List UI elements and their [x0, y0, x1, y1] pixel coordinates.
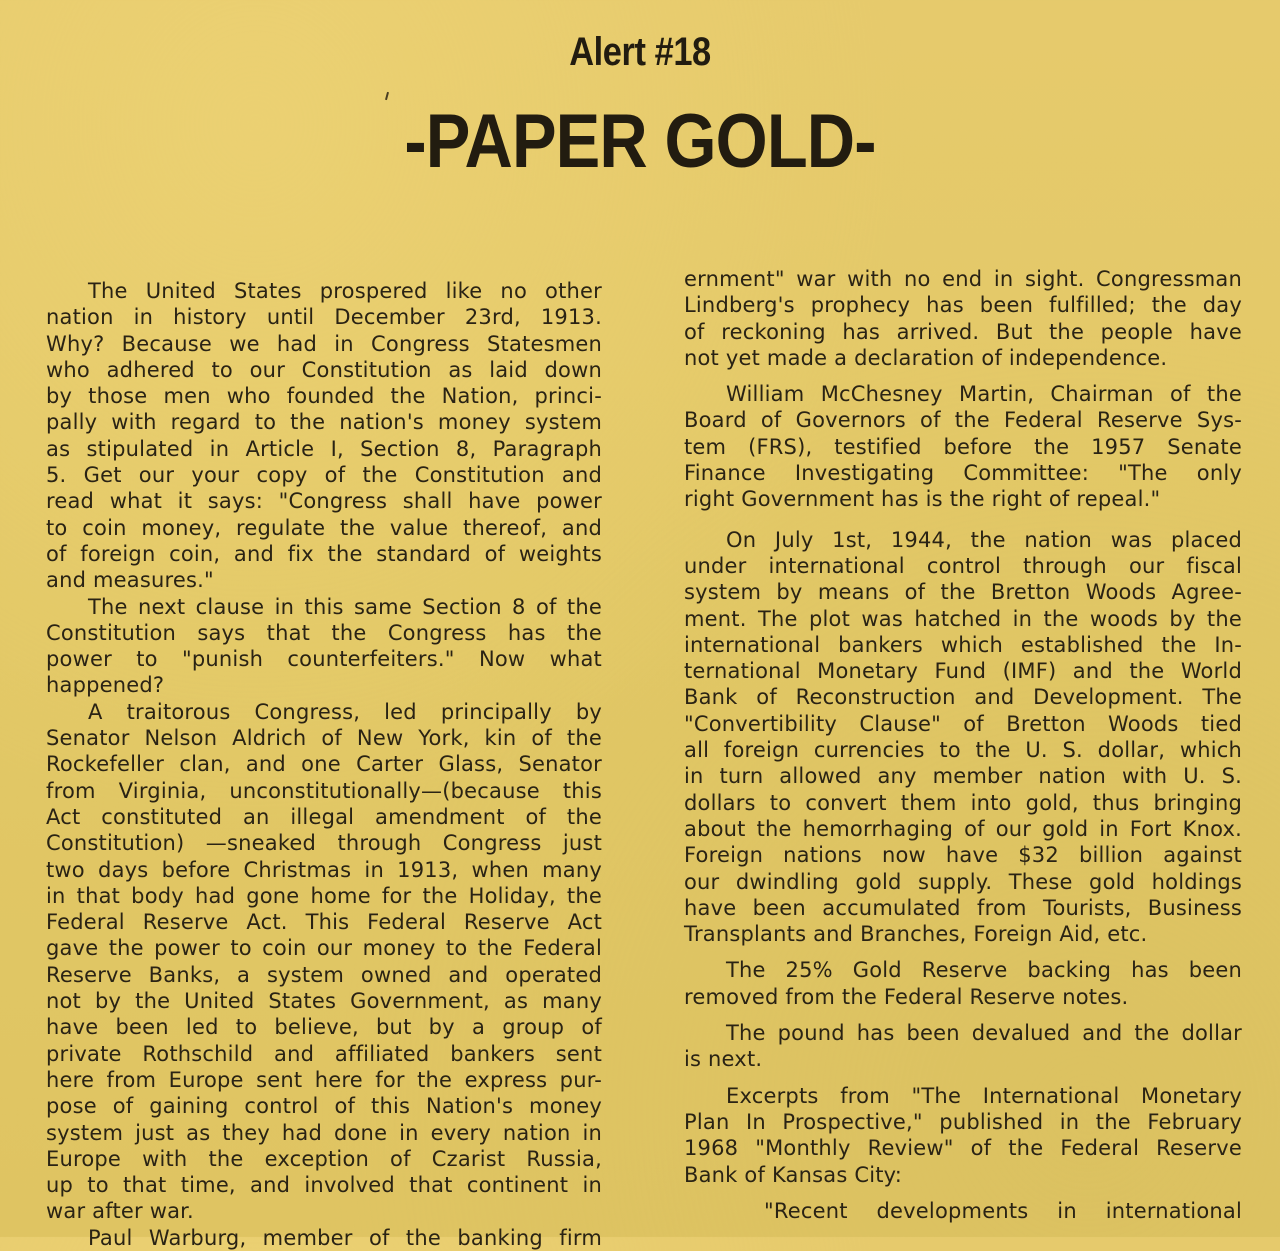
text-line: Paul Warburg, member of the banking firm	[88, 1225, 602, 1250]
paragraph-pound-devalued	[684, 1020, 1242, 1073]
text-line: Act constituted an illegal amendment of the	[46, 804, 602, 829]
text-line: removed from the Federal Reserve notes.	[684, 984, 1129, 1009]
text-line: have been accumulated from Tourists, Business	[684, 895, 1242, 920]
text-line: "Convertibility Clause" of Bretton Woods tied	[684, 711, 1242, 736]
text-line: Federal Reserve Act. This Federal Reserve Act	[46, 910, 602, 935]
text-line: of foreign coin, and fix the standard of weights	[46, 541, 602, 566]
text-line: not yet made a declaration of independence.	[684, 345, 1168, 370]
left-column	[46, 278, 602, 1251]
text-line: A traitorous Congress, led principally by	[88, 699, 602, 724]
paragraph-traitorous-congress	[46, 699, 602, 1225]
text-line: Bank of Reconstruction and Development. The	[684, 685, 1242, 710]
text-line: tem (FRS), testified before the 1957 Senate	[684, 434, 1242, 459]
text-line: of reckoning has arrived. But the people have	[684, 319, 1242, 344]
text-line: Why? Because we had in Congress Statesmen	[46, 331, 602, 356]
paragraph-next-clause	[46, 594, 602, 699]
text-line: war after war.	[46, 1199, 194, 1224]
text-line: gave the power to coin our money to the Federal	[46, 936, 602, 961]
text-line: Board of Governors of the Federal Reserve Sys-	[684, 408, 1242, 433]
text-line: in that body had gone home for the Holiday, the	[46, 883, 602, 908]
text-line: "Recent developments in international	[764, 1198, 1242, 1223]
text-line: is next.	[684, 1047, 763, 1072]
text-line: On July 1st, 1944, the nation was placed	[726, 527, 1242, 552]
text-line: Excerpts from "The International Monetary	[726, 1083, 1242, 1108]
text-line: our dwindling gold supply. These gold holdings	[684, 869, 1242, 894]
text-line: The pound has been devalued and the dollar	[726, 1021, 1242, 1046]
text-line: Transplants and Branches, Foreign Aid, etc.	[684, 922, 1148, 947]
text-line: Senator Nelson Aldrich of New York, kin of the	[46, 726, 602, 751]
text-line: international bankers which established the In-	[684, 632, 1242, 657]
text-line: ernment" war with no end in sight. Congressman	[684, 267, 1242, 291]
text-line: The next clause in this same Section 8 of the	[88, 594, 602, 619]
text-line: William McChesney Martin, Chairman of the	[726, 382, 1242, 407]
text-line: right Government has is the right of repeal."	[684, 487, 1161, 512]
text-line: The United States prospered like no other	[88, 279, 602, 303]
paragraph-lindberg-prophecy	[684, 266, 1242, 371]
text-line: power to "punish counterfeiters." Now what	[46, 647, 602, 672]
text-line: Constitution says that the Congress has the	[46, 620, 602, 645]
text-line: pose of gaining control of this Nation's money	[46, 1094, 602, 1119]
paragraph-excerpts	[684, 1083, 1242, 1188]
text-line: 5. Get our your copy of the Constitution and	[46, 463, 602, 488]
alert-number-heading: Alert #18	[569, 30, 711, 74]
text-line: up to that time, and involved that continent in	[46, 1173, 602, 1198]
text-line: Constitution) —sneaked through Congress just	[46, 831, 602, 856]
paragraph-gold-reserve	[684, 957, 1242, 1010]
text-line: read what it says: "Congress shall have power	[46, 489, 602, 514]
text-line: not by the United States Government, as many	[46, 989, 602, 1014]
paragraph-quote-start	[684, 1198, 1242, 1224]
text-line: happened?	[46, 673, 165, 698]
right-column	[684, 266, 1242, 1224]
text-line: system by means of the Bretton Woods Agree-	[684, 580, 1242, 605]
text-line: Plan In Prospective," published in the February	[684, 1109, 1242, 1134]
text-line: under international control through our fiscal	[684, 553, 1242, 578]
text-line: two days before Christmas in 1913, when many	[46, 857, 602, 882]
text-line: as stipulated in Article I, Section 8, Paragraph	[46, 436, 602, 461]
text-line: about the hemorrhaging of our gold in Fort Knox.	[684, 816, 1242, 841]
text-line: and measures."	[46, 568, 214, 593]
text-line: system just as they had done in every nation in	[46, 1120, 602, 1145]
text-line: all foreign currencies to the U. S. dollar, which	[684, 738, 1242, 763]
text-line: pally with regard to the nation's money system	[46, 410, 602, 435]
text-line: Foreign nations now have $32 billion against	[684, 843, 1242, 868]
text-line: by those men who founded the Nation, princi-	[46, 384, 602, 409]
text-line: to coin money, regulate the value thereof, and	[46, 515, 602, 540]
text-line: private Rothschild and affiliated bankers sent	[46, 1041, 602, 1066]
text-line: dollars to convert them into gold, thus bringing	[684, 790, 1242, 815]
paragraph-paul-warburg	[46, 1225, 602, 1251]
text-line: Lindberg's prophecy has been fulfilled; the day	[684, 293, 1242, 318]
paragraph-prosperity	[46, 278, 602, 594]
text-line: nation in history until December 23rd, 1913.	[46, 305, 602, 330]
text-line: in turn allowed any member nation with U. S.	[684, 764, 1242, 789]
text-line: Bank of Kansas City:	[684, 1162, 903, 1187]
text-line: Reserve Banks, a system owned and operated	[46, 962, 602, 987]
text-line: 1968 "Monthly Review" of the Federal Reserve	[684, 1136, 1242, 1161]
text-line: here from Europe sent here for the express pur-	[46, 1067, 602, 1092]
text-line: who adhered to our Constitution as laid down	[46, 357, 602, 382]
text-line: ment. The plot was hatched in the woods by the	[684, 606, 1242, 631]
text-line: from Virginia, unconstitutionally—(because this	[46, 778, 602, 803]
document-title: -PAPER GOLD-	[404, 99, 876, 184]
ink-speck	[385, 92, 389, 100]
paragraph-mcchesney-martin	[684, 381, 1242, 512]
paragraph-bretton-woods	[684, 527, 1242, 948]
text-line: The 25% Gold Reserve backing has been	[726, 958, 1242, 983]
text-line: have been led to believe, but by a group of	[46, 1015, 602, 1040]
text-line: ternational Monetary Fund (IMF) and the World	[684, 659, 1242, 684]
text-line: Rockefeller clan, and one Carter Glass, Senator	[46, 752, 602, 777]
text-line: Europe with the exception of Czarist Russia,	[46, 1146, 602, 1171]
text-line: Finance Investigating Committee: "The only	[684, 461, 1242, 486]
